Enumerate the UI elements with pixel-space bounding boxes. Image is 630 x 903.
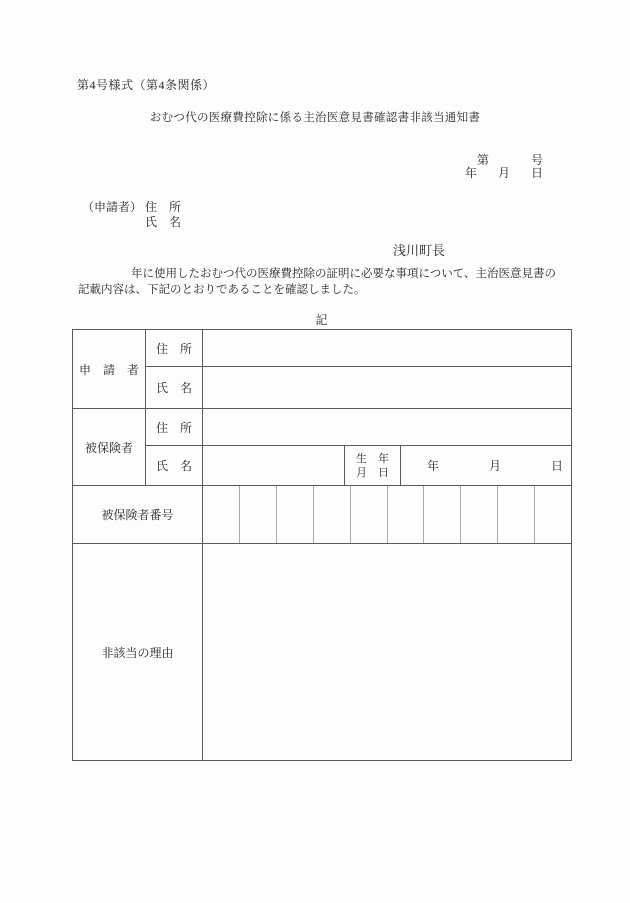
date-month-label: 月 — [497, 166, 510, 180]
reason-label-cell: 非該当の理由 — [73, 544, 203, 761]
insured-name-dob-cell — [203, 446, 572, 486]
insured-name-label-cell: 氏 名 — [146, 446, 203, 486]
insured-number-digit-cell — [276, 486, 313, 543]
document-title: おむつ代の医療費控除に係る主治医意見書確認書非該当通知書 — [149, 112, 481, 124]
insured-number-digit-boxes — [203, 486, 571, 543]
applicant-name-label: 氏 名 — [145, 215, 182, 229]
applicant-group-label: 申 請 者 — [73, 330, 146, 409]
applicant-name-label-cell: 氏 名 — [146, 367, 203, 409]
dob-label-line1: 生 年 — [356, 452, 389, 465]
doc-number-prefix: 第 — [477, 153, 490, 167]
applicant-address-label-cell: 住 所 — [146, 330, 203, 367]
insured-number-row — [73, 486, 572, 544]
insured-address-row — [73, 409, 572, 446]
insured-number-digit-cell — [460, 486, 497, 543]
applicant-address-label: 住 所 — [145, 200, 182, 214]
insured-number-digit-cell — [497, 486, 534, 543]
insured-number-digit-cell — [387, 486, 424, 543]
insured-number-digit-cell — [423, 486, 460, 543]
insured-number-label-cell: 被保険者番号 — [73, 486, 203, 544]
date-year-label: 年 — [465, 166, 478, 180]
form-table-container — [72, 329, 572, 761]
dob-date-cell — [401, 446, 571, 485]
dob-label-cell — [344, 446, 401, 485]
insured-name-value-cell — [203, 446, 344, 485]
form-table — [72, 329, 572, 761]
dob-day-label: 日 — [550, 459, 563, 473]
doc-number-suffix: 号 — [530, 153, 543, 167]
addressee-mayor-title: 浅川町長 — [393, 243, 446, 258]
insured-number-digits-cell — [203, 486, 572, 544]
insured-address-label-cell: 住 所 — [146, 409, 203, 446]
applicant-name-value-cell — [203, 367, 572, 409]
dob-year-label: 年 — [427, 459, 440, 473]
record-heading: 記 — [315, 313, 328, 327]
reason-value-cell — [203, 544, 572, 761]
insured-number-digit-cell — [239, 486, 276, 543]
dob-month-label: 月 — [488, 459, 501, 473]
insured-number-digit-cell — [350, 486, 387, 543]
insured-number-digit-cell — [203, 486, 239, 543]
dob-label-line2: 月 日 — [356, 466, 389, 479]
date-day-label: 日 — [530, 166, 543, 180]
insured-group-label: 被保険者 — [73, 409, 146, 486]
insured-number-digit-cell — [534, 486, 571, 543]
insured-number-digit-cell — [313, 486, 350, 543]
reason-row — [73, 544, 572, 761]
applicant-address-value-cell — [203, 330, 572, 367]
insured-name-row — [73, 446, 572, 486]
insured-address-value-cell — [203, 409, 572, 446]
applicant-paren-label: （申請者） — [82, 200, 143, 214]
applicant-address-row — [73, 330, 572, 367]
form-number: 第4号様式（第4条関係） — [77, 78, 216, 92]
body-paragraph-line-1: 年に使用したおむつ代の医療費控除の証明に必要な事項について、主治医意見書の — [131, 268, 557, 280]
body-paragraph-line-2: 記載内容は、下記のとおりであることを確認しました。 — [78, 284, 366, 296]
applicant-name-row — [73, 367, 572, 409]
date-line — [465, 164, 543, 181]
